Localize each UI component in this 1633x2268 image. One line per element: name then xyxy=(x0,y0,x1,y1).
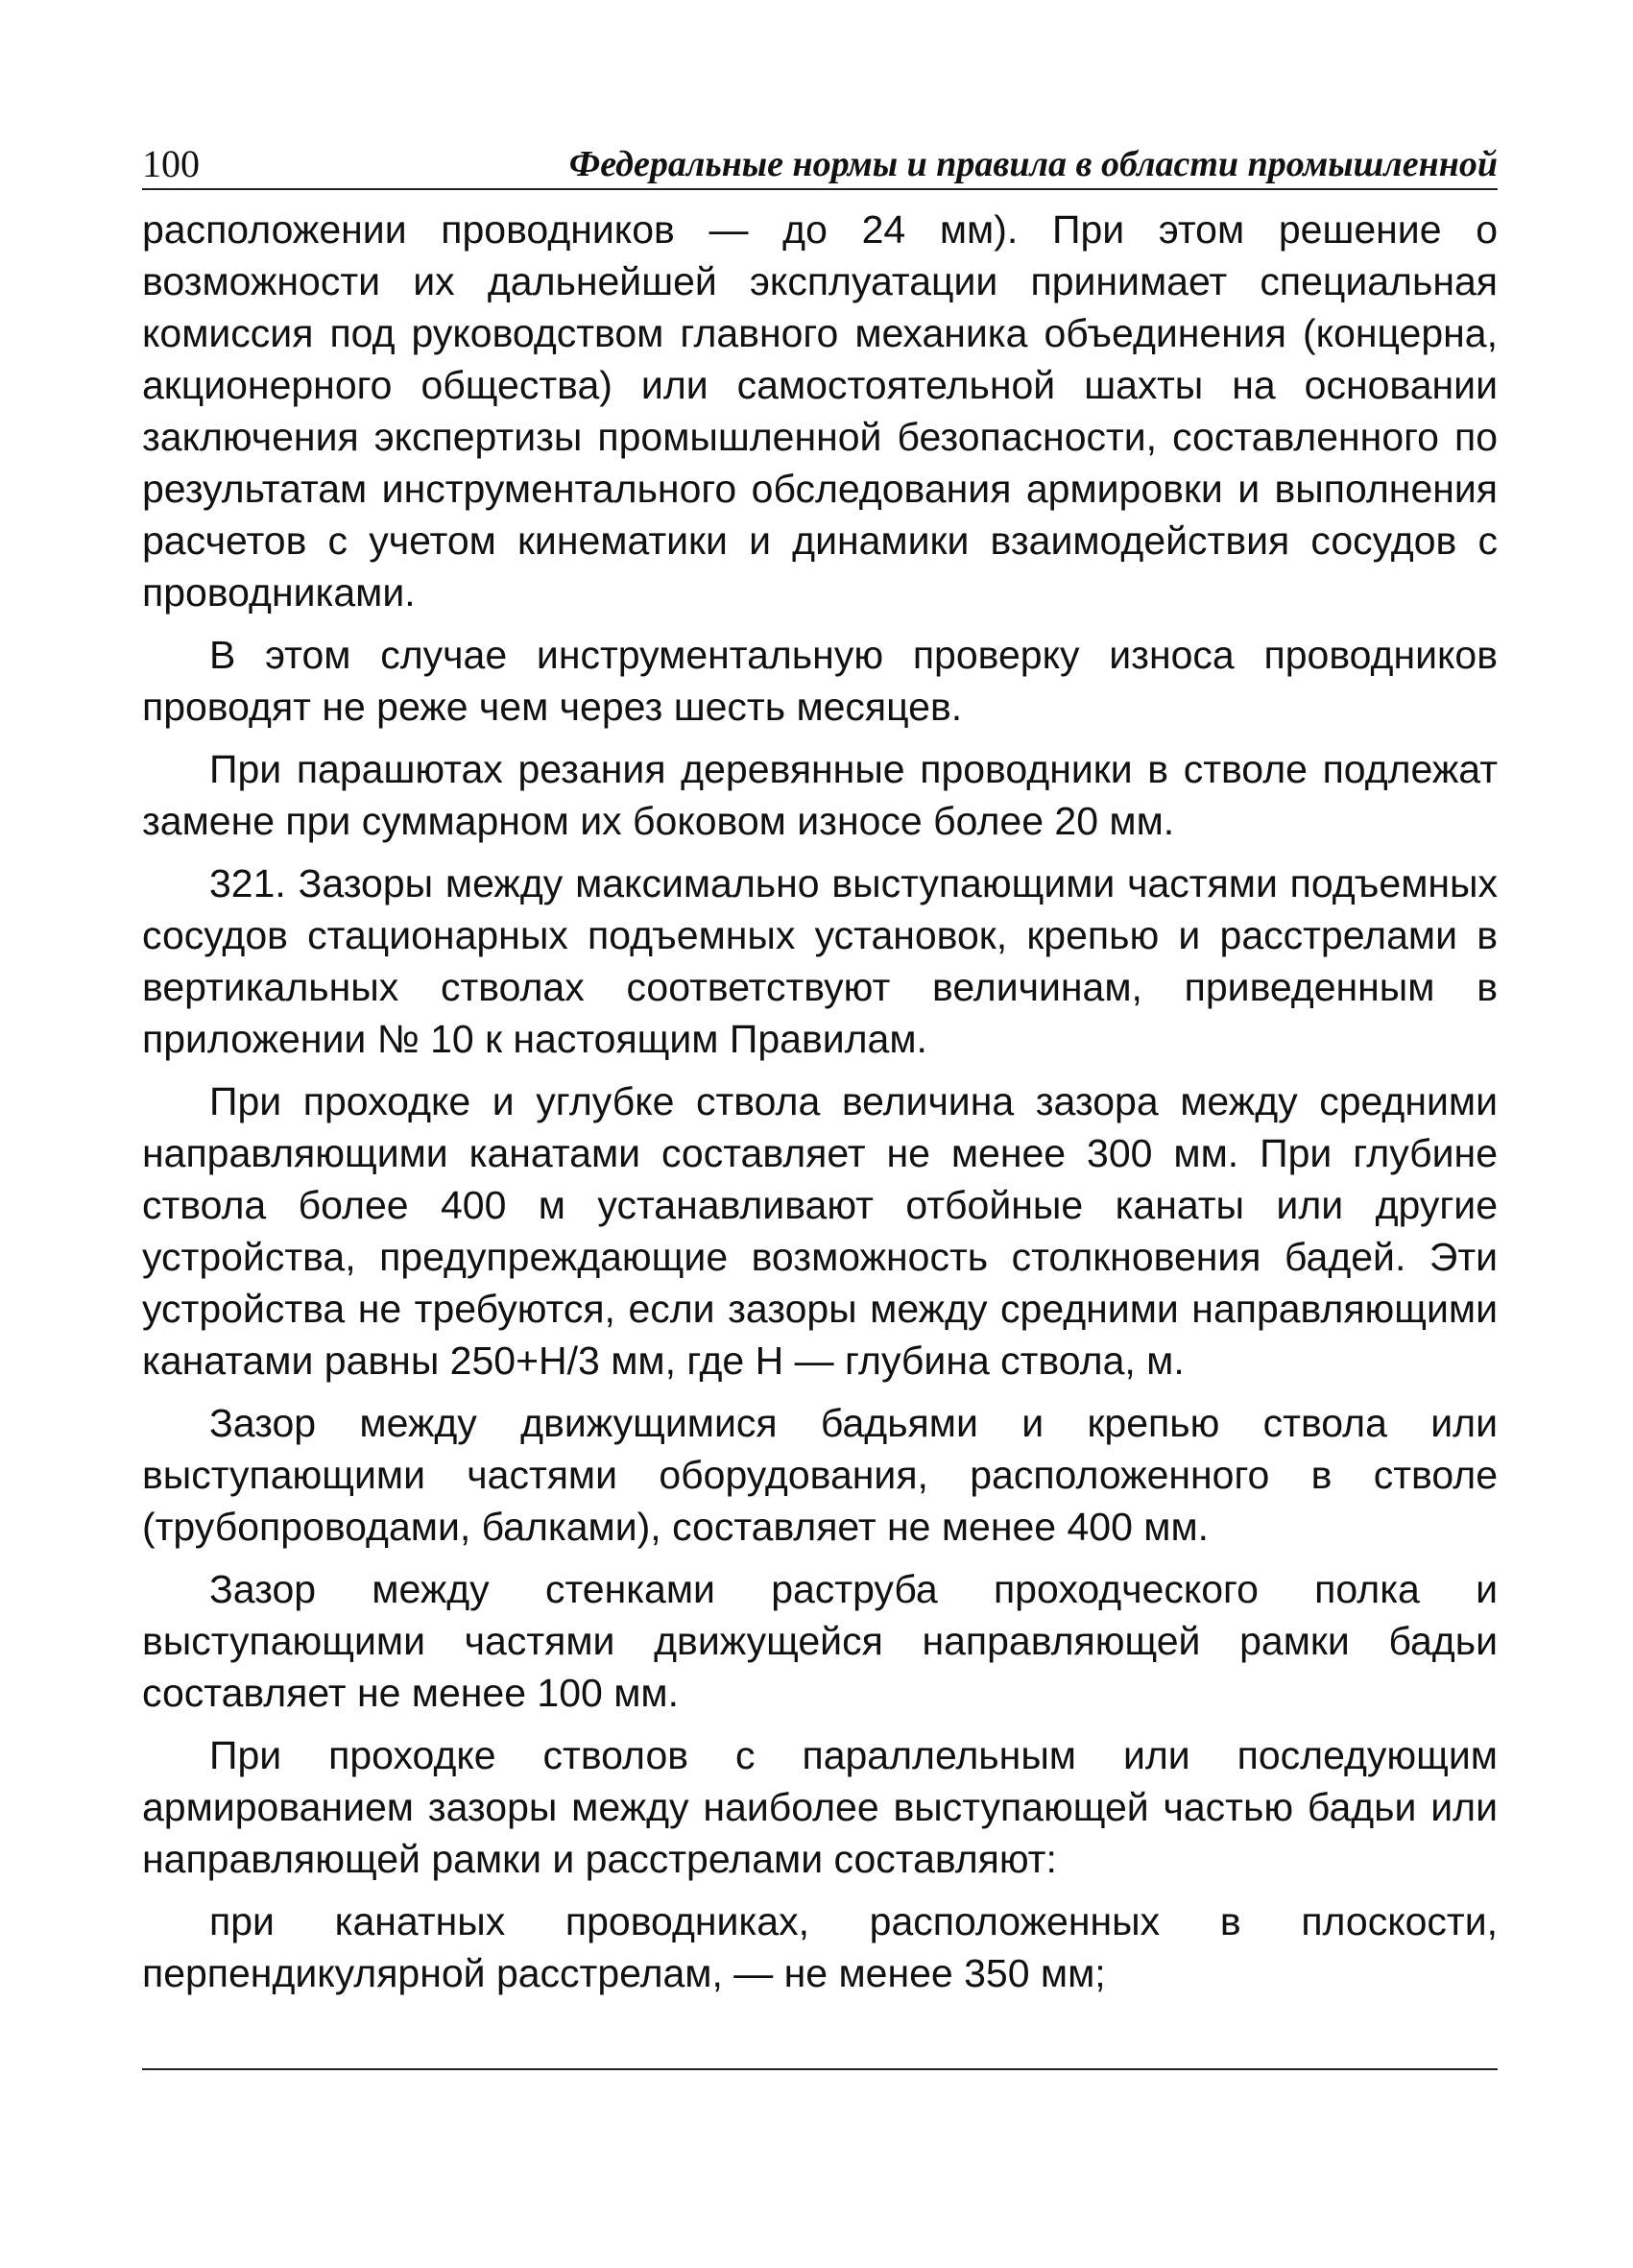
paragraph: При проходке и углубке ствола величина зазора между средними направляющими канатами составляет не менее 300 мм. При глубине ствола более 400 м устанавливают отбойные канаты или другие устройства, предупреждающие возможность столкновения бадей. Эти устройства не требуются, если зазоры между средними направляющими канатами равны 250+Н/3 мм, где Н — глубина ствола, м. xyxy=(142,1079,1498,1383)
page-number: 100 xyxy=(142,142,200,185)
running-header xyxy=(142,142,1498,190)
paragraph: при канатных проводниках, расположенных в плоскости, перпендикулярной расстрелам, — не менее 350 мм; xyxy=(142,1899,1498,1995)
paragraph-clause-321: 321. Зазоры между максимально выступающими частями подъемных сосудов стационарных подъемных установок, крепью и расстрелами в вертикальных стволах соответствуют величинам, приведенным в приложении № 10 к настоящим Правилам. xyxy=(142,861,1498,1061)
paragraph: При парашютах резания деревянные проводники в стволе подлежат замене при суммарном их боковом износе более 20 мм. xyxy=(142,747,1498,843)
paragraph-continuation: расположении проводников — до 24 мм). При этом решение о возможности их дальнейшей эксплуатации принимает специальная комиссия под руководством главного механика объединения (концерна, акционерного общества) или самостоятельной шахты на основании заключения экспертизы промышленной безопасности, составленного по результатам инструментального обследования армировки и выполнения расчетов с учетом кинематики и динамики взаимодействия сосудов с проводниками. xyxy=(142,207,1498,615)
paragraph: Зазор между стенками раструба проходческого полка и выступающими частями движущейся направляющей рамки бадьи составляет не менее 100 мм. xyxy=(142,1567,1498,1715)
paragraph: Зазор между движущимися бадьями и крепью ствола или выступающими частями оборудования, расположенного в стволе (трубопроводами, балками), составляет не менее 400 мм. xyxy=(142,1401,1498,1549)
running-header-title: Федеральные нормы и правила в области промышленной xyxy=(568,144,1498,184)
paragraph: В этом случае инструментальную проверку износа проводников проводят не реже чем через шесть месяцев. xyxy=(142,633,1498,729)
body-text xyxy=(142,204,1498,2010)
bottom-divider xyxy=(142,2068,1498,2070)
paragraph: При проходке стволов с параллельным или последующим армированием зазоры между наиболее выступающей частью бадьи или направляющей рамки и расстрелами составляют: xyxy=(142,1733,1498,1881)
